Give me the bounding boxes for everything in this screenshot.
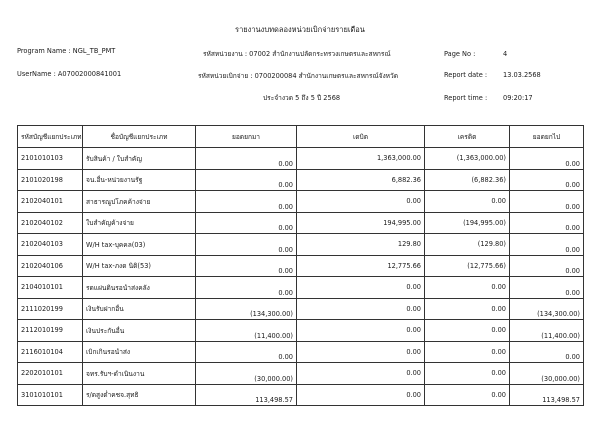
cell-account-code: 2202010101 <box>18 363 83 385</box>
col-header-credit: เครดิต <box>425 126 510 148</box>
cell-debit: 0.00 <box>297 320 425 342</box>
cell-debit: 0.00 <box>297 277 425 299</box>
cell-balance-carried-forward: 0.00 <box>510 191 584 213</box>
cell-balance-brought-forward: (30,000.00) <box>196 363 297 385</box>
cell-balance-brought-forward: 0.00 <box>196 191 297 213</box>
cell-account-name: W/H tax-ภงด นิติ(53) <box>83 255 196 277</box>
cell-account-code: 2102040106 <box>18 255 83 277</box>
col-header-balance-carried-forward: ยอดยกไป <box>510 126 584 148</box>
table-row <box>18 148 584 170</box>
table-row <box>18 191 584 213</box>
col-header-balance-brought-forward: ยอดยกมา <box>196 126 297 148</box>
cell-balance-carried-forward: 0.00 <box>510 148 584 170</box>
cell-balance-brought-forward: 0.00 <box>196 234 297 256</box>
cell-debit: 0.00 <box>297 384 425 406</box>
cell-debit: 0.00 <box>297 298 425 320</box>
col-header-account-name: ชื่อบัญชีแยกประเภท <box>83 126 196 148</box>
report-title: รายงานงบทดลองหน่วยเบิกจ่ายรายเดือน <box>235 25 365 34</box>
cell-account-code: 2112010199 <box>18 320 83 342</box>
cell-debit: 0.00 <box>297 363 425 385</box>
cell-account-code: 2102040103 <box>18 234 83 256</box>
cell-balance-carried-forward: 0.00 <box>510 277 584 299</box>
table-row <box>18 234 584 256</box>
cell-balance-brought-forward: 0.00 <box>196 212 297 234</box>
cell-credit: 0.00 <box>425 320 510 342</box>
cell-account-name: ร/ดสูงต่ำคชจ.สุทธิ <box>83 384 196 406</box>
table-row <box>18 363 584 385</box>
table-row <box>18 277 584 299</box>
report-date-value: 13.03.2568 <box>503 71 541 79</box>
cell-account-name: ใบสำคัญค้างจ่าย <box>83 212 196 234</box>
cell-balance-carried-forward: (134,300.00) <box>510 298 584 320</box>
cell-debit: 6,882.36 <box>297 169 425 191</box>
cell-balance-brought-forward: 0.00 <box>196 148 297 170</box>
page-number-value: 4 <box>503 50 508 58</box>
cell-credit: 0.00 <box>425 341 510 363</box>
cell-debit: 0.00 <box>297 191 425 213</box>
table-row <box>18 212 584 234</box>
trial-balance-table <box>17 125 584 406</box>
report-date-label: Report date : <box>444 71 488 79</box>
program-name: Program Name : NGL_TB_PMT <box>17 47 116 55</box>
report-time-value: 09:20:17 <box>503 94 533 102</box>
cell-credit: 0.00 <box>425 363 510 385</box>
report-period: ประจำงวด 5 ถึง 5 ปี 2568 <box>263 94 341 102</box>
cell-balance-brought-forward: 0.00 <box>196 277 297 299</box>
table-header-row <box>18 126 584 148</box>
cell-balance-carried-forward: 0.00 <box>510 255 584 277</box>
cell-credit: 0.00 <box>425 298 510 320</box>
user-name: UserName : A07002000841001 <box>17 70 122 78</box>
cell-account-name: เงินประกันอื่น <box>83 320 196 342</box>
cell-balance-carried-forward: 0.00 <box>510 341 584 363</box>
cell-account-name: เงินรับฝากอื่น <box>83 298 196 320</box>
cell-balance-carried-forward: 0.00 <box>510 169 584 191</box>
table-row <box>18 320 584 342</box>
cell-credit: 0.00 <box>425 277 510 299</box>
cell-account-code: 2104010101 <box>18 277 83 299</box>
cell-account-name: รับสินค้า / ใบสำคัญ <box>83 148 196 170</box>
col-header-account-code: รหัสบัญชีแยกประเภท <box>18 126 83 148</box>
cell-debit: 12,775.66 <box>297 255 425 277</box>
cell-credit: (1,363,000.00) <box>425 148 510 170</box>
cell-account-name: จทร.รับฯ-ดำเนินงาน <box>83 363 196 385</box>
cell-credit: (129.80) <box>425 234 510 256</box>
cell-account-code: 2111020199 <box>18 298 83 320</box>
cell-balance-brought-forward: 0.00 <box>196 169 297 191</box>
table-row <box>18 341 584 363</box>
cell-account-name: รดแผ่นดินรอนำส่งคลัง <box>83 277 196 299</box>
agency-code: รหัสหน่วยงาน : 07002 สำนักงานปลัดกระทรวงเกษตรและสหกรณ์ <box>203 50 391 58</box>
cell-credit: (12,775.66) <box>425 255 510 277</box>
col-header-debit: เดบิต <box>297 126 425 148</box>
cell-debit: 1,363,000.00 <box>297 148 425 170</box>
cell-balance-carried-forward: (11,400.00) <box>510 320 584 342</box>
cell-account-code: 3101010101 <box>18 384 83 406</box>
table-row <box>18 255 584 277</box>
cell-credit: (6,882.36) <box>425 169 510 191</box>
cell-balance-brought-forward: 0.00 <box>196 341 297 363</box>
cell-balance-brought-forward: (134,300.00) <box>196 298 297 320</box>
table-row <box>18 169 584 191</box>
cell-account-code: 2101020198 <box>18 169 83 191</box>
cell-account-name: W/H tax-บุคคล(03) <box>83 234 196 256</box>
cell-credit: 0.00 <box>425 384 510 406</box>
disbursing-unit-code: รหัสหน่วยเบิกจ่าย : 0700200084 สำนักงานเกษตรและสหกรณ์จังหวัด <box>198 72 398 80</box>
cell-debit: 0.00 <box>297 341 425 363</box>
cell-balance-brought-forward: 113,498.57 <box>196 384 297 406</box>
page-number-label: Page No : <box>444 50 476 58</box>
cell-account-name: เบิกเกินรอนำส่ง <box>83 341 196 363</box>
cell-debit: 194,995.00 <box>297 212 425 234</box>
table-row <box>18 298 584 320</box>
cell-balance-carried-forward: 0.00 <box>510 212 584 234</box>
cell-account-code: 2116010104 <box>18 341 83 363</box>
cell-credit: 0.00 <box>425 191 510 213</box>
cell-balance-carried-forward: (30,000.00) <box>510 363 584 385</box>
cell-account-code: 2101010103 <box>18 148 83 170</box>
cell-balance-carried-forward: 0.00 <box>510 234 584 256</box>
cell-account-code: 2102040101 <box>18 191 83 213</box>
cell-balance-carried-forward: 113,498.57 <box>510 384 584 406</box>
cell-account-code: 2102040102 <box>18 212 83 234</box>
table-row <box>18 384 584 406</box>
cell-account-name: สาธารณูปโภคค้างจ่าย <box>83 191 196 213</box>
cell-debit: 129.80 <box>297 234 425 256</box>
cell-balance-brought-forward: (11,400.00) <box>196 320 297 342</box>
report-time-label: Report time : <box>444 94 488 102</box>
cell-account-name: จน.อื่น-หน่วยงานรัฐ <box>83 169 196 191</box>
cell-balance-brought-forward: 0.00 <box>196 255 297 277</box>
cell-credit: (194,995.00) <box>425 212 510 234</box>
